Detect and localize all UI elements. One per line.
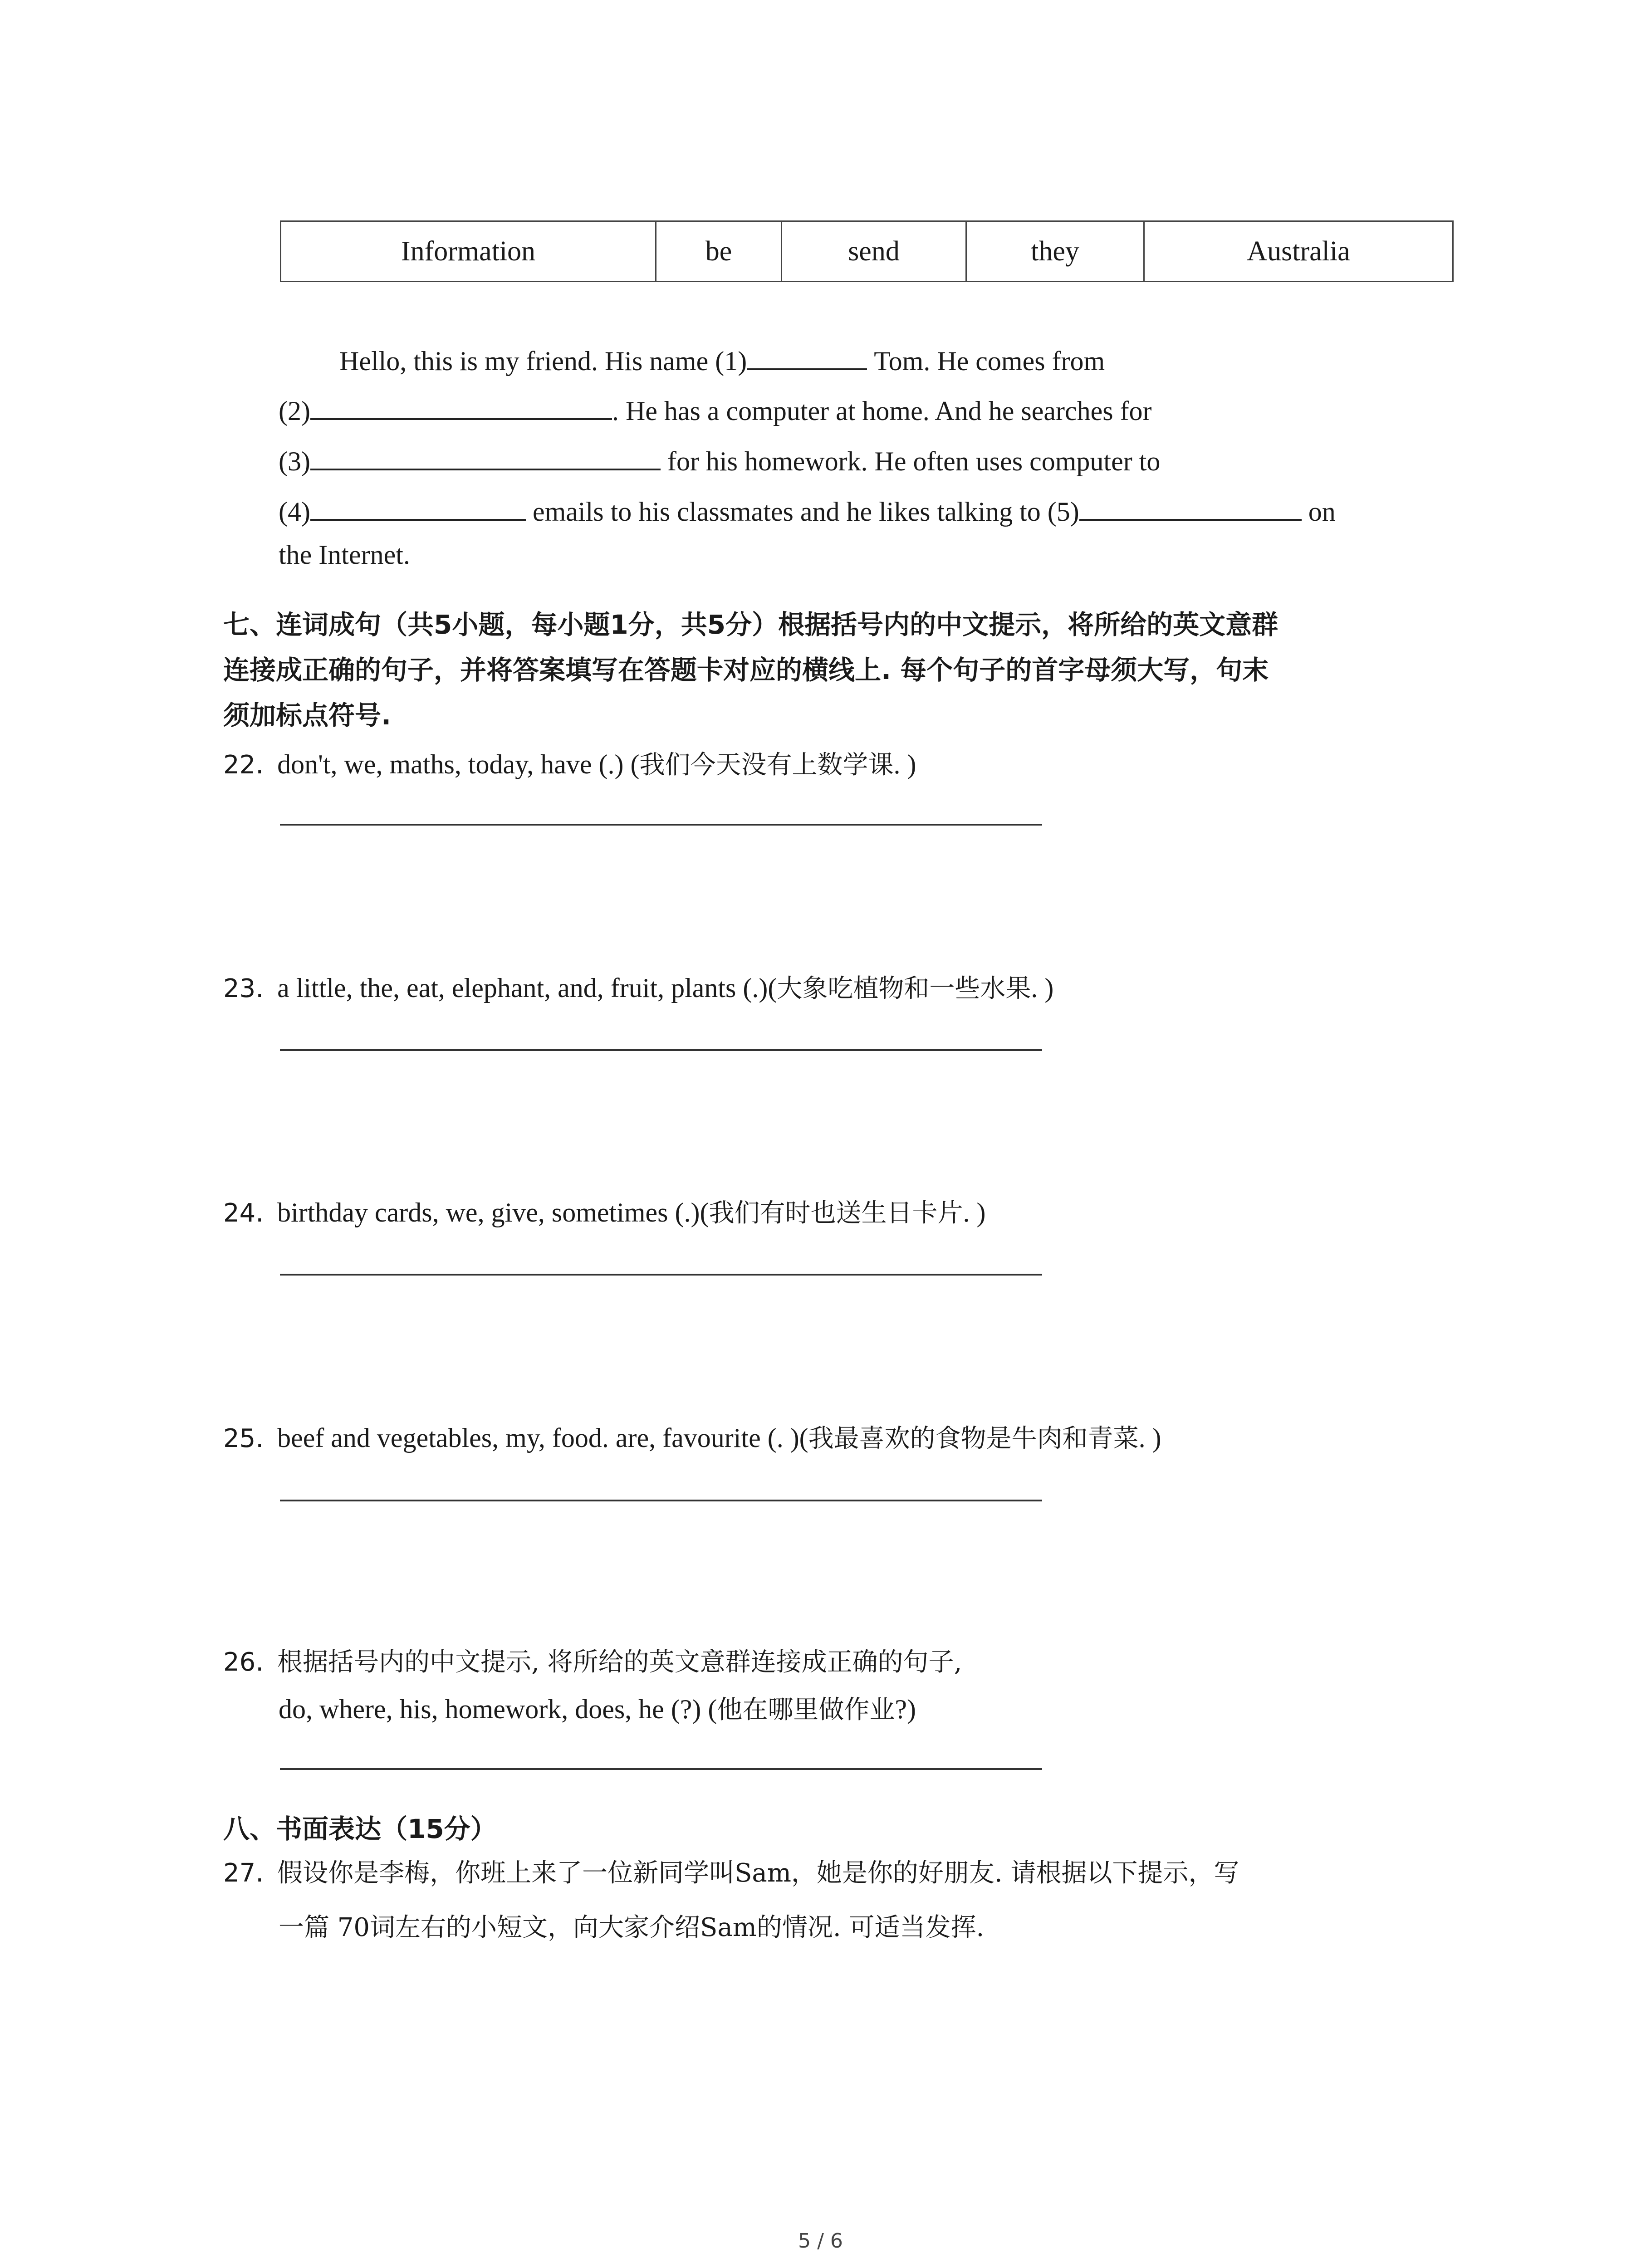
word-bank-cell: they <box>966 221 1144 282</box>
blank-5[interactable] <box>1079 494 1302 521</box>
answer-line-25[interactable] <box>280 1500 1042 1501</box>
section-7-heading-line-1: 七、连词成句（共5小题，每小题1分，共5分）根据括号内的中文提示，将所给的英文意群 <box>223 609 1279 640</box>
question-25: 25. beef and vegetables, my, food. are, favourite (. )(我最喜欢的食物是牛肉和青菜. ) <box>223 1423 1161 1453</box>
question-27-line-1: 27. 假设你是李梅，你班上来了一位新同学叫Sam，她是你的好朋友. 请根据以下提示，写 <box>223 1858 1239 1888</box>
word-bank-cell: send <box>782 221 966 282</box>
passage-line-5: the Internet. <box>279 540 410 570</box>
passage-line-3: (3) for his homework. He often uses computer to <box>279 444 1160 475</box>
question-22: 22. don't, we, maths, today, have (.) (我们今天没有上数学课. ) <box>223 749 916 780</box>
section-8-heading: 八、书面表达（15分） <box>223 1813 497 1844</box>
word-bank-cell: Information <box>281 221 656 282</box>
question-24: 24. birthday cards, we, give, sometimes (.)(我们有时也送生日卡片. ) <box>223 1198 986 1228</box>
answer-line-23[interactable] <box>280 1049 1042 1051</box>
blank-1[interactable] <box>747 344 867 370</box>
answer-line-26[interactable] <box>280 1768 1042 1770</box>
word-bank-cell: be <box>656 221 782 282</box>
section-7-heading-line-3: 须加标点符号. <box>223 700 392 731</box>
answer-line-24[interactable] <box>280 1274 1042 1276</box>
blank-3[interactable] <box>310 444 661 470</box>
word-bank-table <box>280 220 1454 282</box>
passage-line-1: Hello, this is my friend. His name (1) Tom. He comes from <box>339 344 1105 375</box>
page-number: 5 / 6 <box>798 2229 843 2253</box>
passage-line-2: (2) . He has a computer at home. And he searches for <box>279 394 1152 425</box>
question-26-line-2: do, where, his, homework, does, he (?) (他在哪里做作业?) <box>279 1694 916 1725</box>
blank-2[interactable] <box>310 394 612 420</box>
section-7-heading-line-2: 连接成正确的句子，并将答案填写在答题卡对应的横线上. 每个句子的首字母须大写，句末 <box>223 655 1269 685</box>
word-bank-cell: Australia <box>1144 221 1453 282</box>
question-26-line-1: 26. 根据括号内的中文提示, 将所给的英文意群连接成正确的句子, <box>223 1647 962 1677</box>
passage-line-4: (4) emails to his classmates and he likes talking to (5) on <box>279 494 1336 525</box>
question-23: 23. a little, the, eat, elephant, and, fruit, plants (.)(大象吃植物和一些水果. ) <box>223 973 1054 1003</box>
answer-line-22[interactable] <box>280 824 1042 826</box>
blank-4[interactable] <box>310 494 526 521</box>
question-27-line-2: 一篇 70词左右的小短文，向大家介绍Sam的情况. 可适当发挥. <box>279 1913 985 1942</box>
